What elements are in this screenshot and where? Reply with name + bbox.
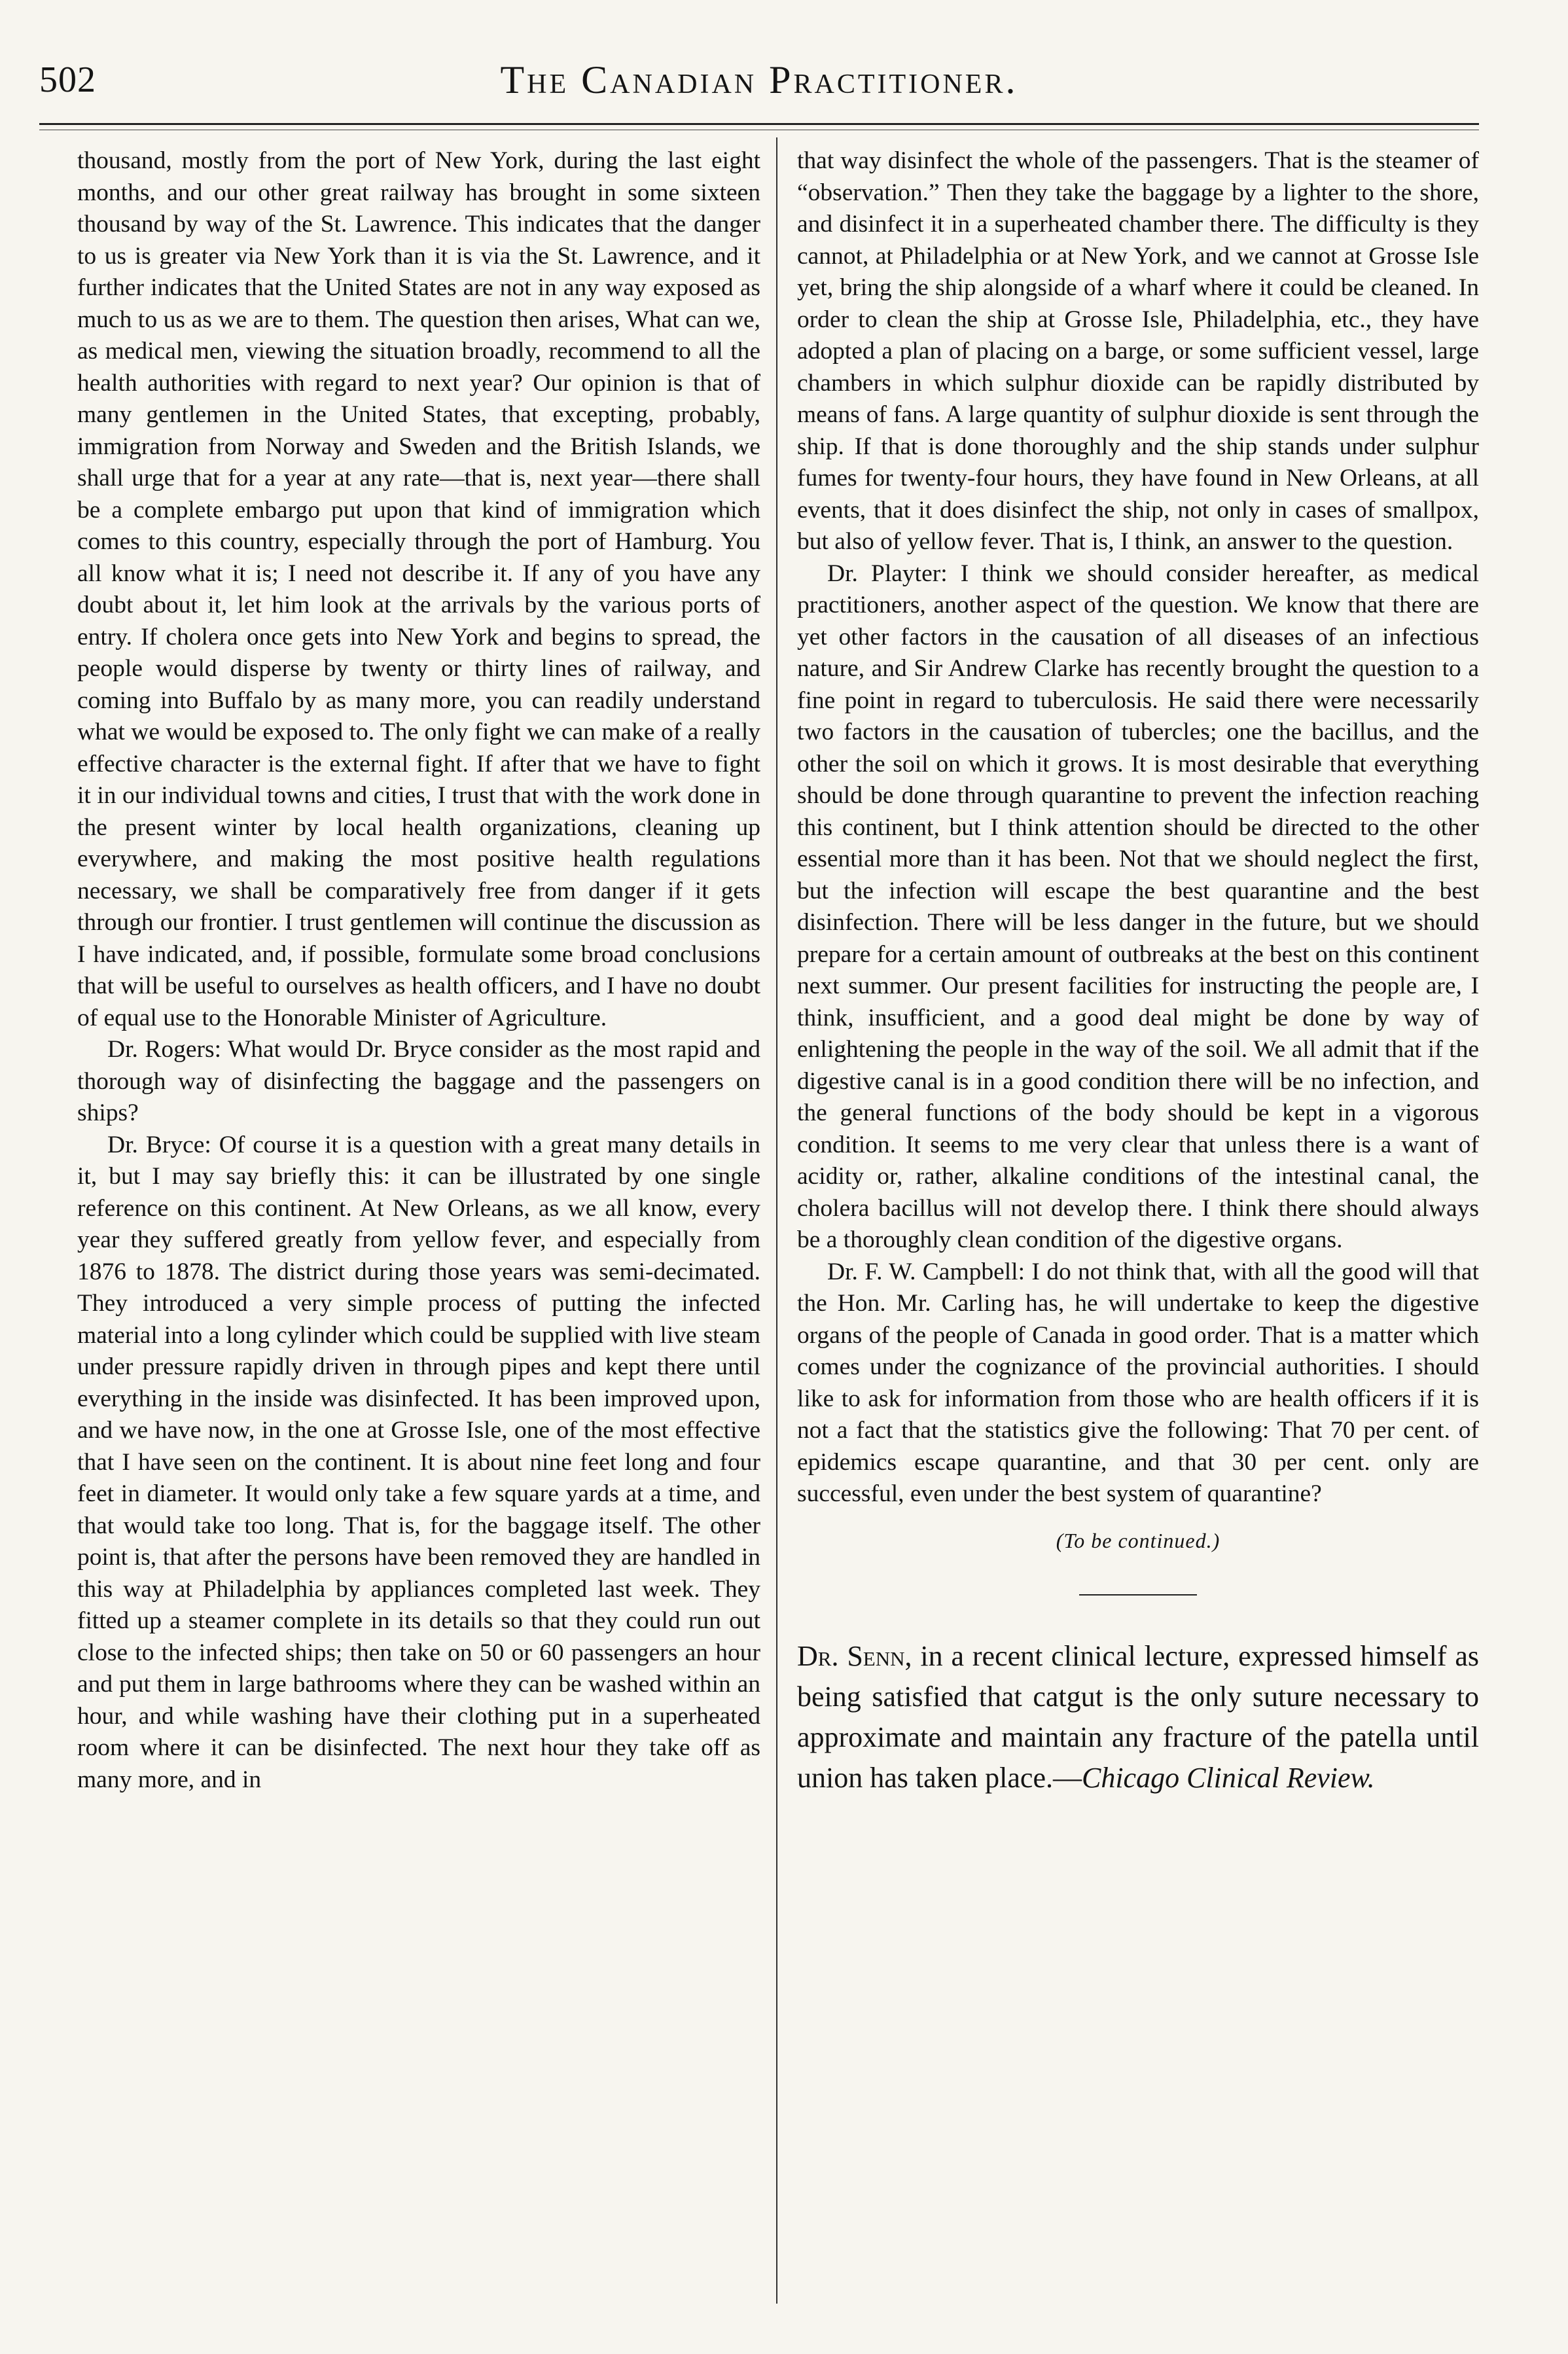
paragraph-bryce: Dr. Bryce: Of course it is a question with a great many details in it, but I may say briefly this: it can be illustrated by one single reference on this continent. At New Orleans, as we all know, every year they suffered greatly from yellow fever, and especially from 1876 to 1878. The district during those years was semi-decimated. They introduced a very simple process of putting the infected material into a long cylinder which could be supplied with live steam under pressure rapidly driven in through pipes and kept there until everything in the inside was disinfected. It has been improved upon, and we have now, in the one at Grosse Isle, one of the most effective that I have seen on the continent. It is about nine feet long and four feet in diameter. It would only take a few square yards at a time, and that would take too long. That is, for the baggage itself. The other point is, that after the persons have been removed they are handled in this way at Philadelphia by appliances completed last week. They fitted up a steamer complete in its details so that they could run out close to the infected ships; then take on 50 or 60 passengers an hour and put them in large bathrooms where they can be washed within an hour, and while washing have their clothing put in a superheated room where it can be disinfected. The next hour they take off as many more, and in xyxy=(77,1131,760,1793)
senn-note xyxy=(797,1636,1479,1798)
note-lead: Dr. Senn xyxy=(797,1640,905,1672)
to-be-continued: (To be continued.) xyxy=(1056,1528,1221,1552)
paragraph-continuation: thousand, mostly from the port of New York, during the last eight months, and our other great railway has brought in some sixteen thousand by way of the St. Lawrence. This indicates that the danger to us is greater via New York than it is via the St. Lawrence, and it further indicates that the United States are not in any way exposed as much to us as we are to them. The question then arises, What can we, as medical men, viewing the situation broadly, recommend to all the health authorities with regard to next year? Our opinion is that of many gentlemen in the United States, that excepting, probably, immigration from Norway and Sweden and the British Islands, we shall urge that for a year at any rate—that is, next year—there shall be a complete embargo put upon that kind of immigration which comes to this country, especially through the port of Hamburg. You all know what it is; I need not describe it. If any of you have any doubt about it, let him look at the arrivals by the various ports of entry. If cholera once gets into New York and begins to spread, the people would disperse by twenty or thirty lines of railway, and coming into Buffalo by as many more, you can readily understand what we would be exposed to. The only fight we can make of a really effective character is the external fight. If after that we have to fight it in our individual towns and cities, I trust that with the work done in the present winter by local health organizations, cleaning up everywhere, and making the most positive health regulations necessary, we shall be comparatively free from danger if it gets through our frontier. I trust gentlemen will continue the discussion as I have indicated, and, if possible, formulate some broad conclusions that will be useful to ourselves as health officers, and I have no doubt of equal use to the Honorable Minister of Agriculture. xyxy=(77,147,760,1031)
page-header xyxy=(39,52,1479,124)
paragraph-playter: Dr. Playter: I think we should consider hereafter, as medical practitioners, another aspect of the question. We know that there are yet other factors in the causation of all diseases of an infectious nature, and Sir Andrew Clarke has recently brought the question to a fine point in regard to tuberculosis. He said there were necessarily two factors in the causation of tubercles; one the bacillus, and the other the soil on which it grows. It is most desirable that everything should be done through quarantine to prevent the infection reaching this continent, but I think attention should be directed to the other essential more than it has been. Not that we should neglect the first, but the infection will escape the best quarantine and the best disinfection. There will be less danger in the future, but we should prepare for a certain amount of outbreaks at the best on this continent next summer. Our present facilities for instructing the people are, I think, insufficient, and a good deal might be done by way of enlightening the people in the way of the soil. We all admit that if the digestive canal is in a good condition there will be no infection, and the general functions of the body should be kept in a vigorous condition. It seems to me very clear that unless there is a want of acidity or, rather, alkaline conditions of the intestinal canal, the cholera bacillus will not develop there. I think there should always be a thoroughly clean condition of the digestive organs. xyxy=(797,560,1479,1253)
page-number: 502 xyxy=(39,60,96,100)
right-column xyxy=(797,145,1479,1798)
column-divider xyxy=(776,137,777,2304)
paragraph-rogers: Dr. Rogers: What would Dr. Bryce consider as the most rapid and thorough way of disinfecting the baggage and the passengers on ships? xyxy=(77,1036,760,1126)
header-rule xyxy=(39,123,1479,125)
journal-title: The Canadian Practitioner. xyxy=(500,58,1018,101)
left-column xyxy=(77,145,760,1796)
paragraph-bryce-continued: that way disinfect the whole of the passengers. That is the steamer of “observation.” Then they take the baggage by a lighter to the shore, and disinfect it in a superheated chamber there. The difficulty is they cannot, at Philadelphia or at New York, and we cannot at Grosse Isle yet, bring the ship alongside of a wharf where it could be cleaned. In order to clean the ship at Grosse Isle, Philadelphia, etc., they have adopted a plan of placing on a barge, or some sufficient vessel, large chambers in which sulphur dioxide can be rapidly distributed by means of fans. A large quantity of sulphur dioxide is sent through the ship. If that is done thoroughly and the ship stands under sulphur fumes for twenty-four hours, they have found in New Orleans, at all events, that it does disinfect the ship, not only in cases of smallpox, but also of yellow fever. That is, I think, an answer to the question. xyxy=(797,147,1479,555)
note-source: Chicago Clinical Review. xyxy=(1081,1762,1375,1794)
paragraph-campbell: Dr. F. W. Campbell: I do not think that, with all the good will that the Hon. Mr. Carling has, he will undertake to keep the digestive organs of the people of Canada in good order. That is a matter which comes under the cognizance of the provincial authorities. I should like to ask for information from those who are health officers if it is not a fact that the statistics give the following: That 70 per cent. of epidemics escape quarantine, and that 30 per cent. only are successful, even under the best system of quarantine? xyxy=(797,1258,1479,1507)
note-body: , in a recent clinical lecture, expressed himself as being satisfied that catgut is the only suture necessary to approximate and maintain any fracture of the patella until union has taken place.— xyxy=(797,1640,1479,1794)
section-separator xyxy=(1079,1594,1197,1596)
